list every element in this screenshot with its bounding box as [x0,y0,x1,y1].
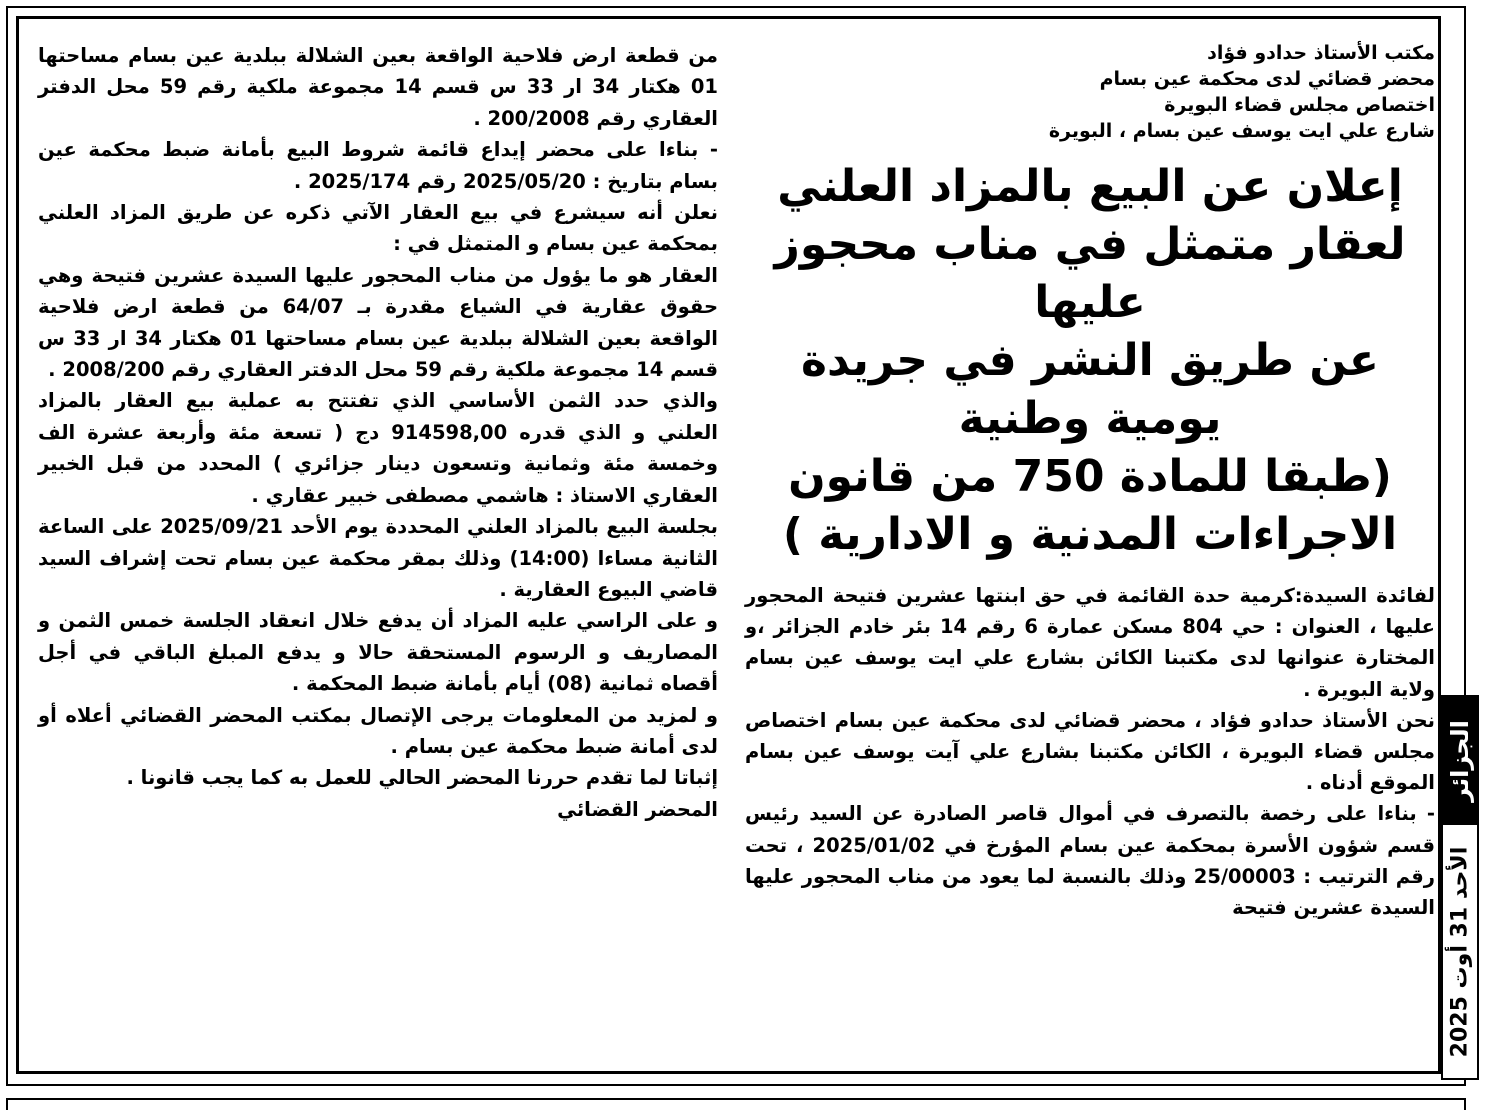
title-line-2: لعقار متمثل في مناب محجوز [774,219,1406,270]
base-price-paragraph: والذي حدد الثمن الأساسي الذي تفتتح به عملية بيع العقار بالمزاد العلني و الذي قدره 914598,00 دج ( تسعة مئة وأربعة عشرة الف وخمسة مئة وثمانية وتسعون دينار جزائري ) المحدد من قبل الخبير العقاري الاستاذ : هاشمي مصطفى خبير عقاري . [38,389,718,507]
next-ad-border [6,1098,1466,1110]
deposit-paragraph: - بناءا على محضر إيداع قائمة شروط البيع بأمانة ضبط محكمة عين بسام بتاريخ : 2025/05/20 رقم 2025/174 . [38,138,718,193]
sale-notice-paragraph: نعلن أنه سيشرع في بيع العقار الآتي ذكره عن طريق المزاد العلني بمحكمة عين بسام و المتمثل في : [38,201,718,256]
newspaper-logo: الجزائر [1443,697,1477,825]
issue-date: الأحد 31 أوت 2025 [1447,846,1473,1057]
title-line-6: (طبقا للمادة 750 من قانون [788,451,1392,502]
payment-terms-paragraph: و على الراسي عليه المزاد أن يدفع خلال انعقاد الجلسة خمس الثمن و المصاريف و الرسوم المستحقة حالا و يدفع المبلغ الباقي في أجل أقصاه ثمانية (08) أيام بأمانة ضبط المحكمة . [38,609,718,696]
title-line-5: يومية وطنية [958,393,1222,444]
signature-line: المحضر القضائي [557,797,718,821]
bailiff-paragraph: نحن الأستاذ حدادو فؤاد ، محضر قضائي لدى محكمة عين بسام اختصاص مجلس قضاء البويرة ، الكائن مكتبنا بشارع علي آيت يوسف عين بسام الموقع أدناه . [745,708,1435,795]
title-line-7: الاجراءات المدنية و الادارية ) [782,509,1398,560]
header-line-2: محضر قضائي لدى محكمة عين بسام [1099,68,1435,90]
right-body-text [745,580,1435,923]
header-line-3: اختصاص مجلس قضاء البويرة [1164,94,1435,116]
land-description-paragraph: من قطعة ارض فلاحية الواقعة بعين الشلالة ببلدية عين بسام مساحتها 01 هكتار 34 ار 33 س قسم 14 مجموعة ملكية رقم 59 محل الدفتر العقاري رقم 200/2008 . [38,44,718,130]
left-column [38,40,718,825]
newspaper-side-tab [1441,695,1479,1080]
announcement-title [745,158,1435,564]
header-line-4: شارع علي ايت يوسف عين بسام ، البويرة [1048,120,1435,142]
authorization-paragraph: - بناءا على رخصة بالتصرف في أموال قاصر الصادرة عن السيد رئيس قسم شؤون الأسرة بمحكمة عين بسام المؤرخ في 2025/01/02 ، تحت رقم الترتيب : 25/00003 وذلك بالنسبة لما يعود من مناب المحجور عليها السيدة عشرين فتيحة [745,802,1435,920]
contact-paragraph: و لمزيد من المعلومات يرجى الإتصال بمكتب المحضر القضائي أعلاه أو لدى أمانة ضبط محكمة عين بسام . [38,703,718,758]
property-paragraph: العقار هو ما يؤول من مناب المحجور عليها السيدة عشرين فتيحة وهي حقوق عقارية في الشياع مقدرة بـ 64/07 من قطعة ارض فلاحية الواقعة بعين الشلالة ببلدية عين بسام مساحتها 01 هكتار 34 ار 33 س قسم 14 مجموعة ملكية رقم 59 محل الدفتر العقاري رقم 2008/200 . [38,263,718,382]
title-line-3: عليها [1034,277,1146,328]
title-line-4: عن طريق النشر في جريدة [801,335,1379,386]
session-paragraph: بجلسة البيع بالمزاد العلني المحددة يوم الأحد 2025/09/21 على الساعة الثانية مساءا (14:00) وذلك بمقر محكمة عين بسام تحت إشراف السيد قاضي البيوع العقارية . [38,515,719,601]
header-line-1: مكتب الأستاذ حدادو فؤاد [1207,42,1435,64]
bailiff-office-header [745,40,1435,144]
beneficiary-paragraph: لفائدة السيدة:كرمية حدة القائمة في حق ابنتها عشرين فتيحة المحجور عليها ، العنوان : حي 804 مسكن عمارة 6 رقم 14 بئر خادم الجزائر ،و المختارة عنوانها لدى مكتبنا الكائن بشارع علي ايت يوسف عين بسام ولاية البويرة . [745,584,1435,701]
right-column [745,40,1435,923]
attestation-paragraph: إثباتا لما تقدم حررنا المحضر الحالي للعمل به كما يجب قانونا . [126,766,718,790]
title-line-1: إعلان عن البيع بالمزاد العلني [777,161,1403,212]
